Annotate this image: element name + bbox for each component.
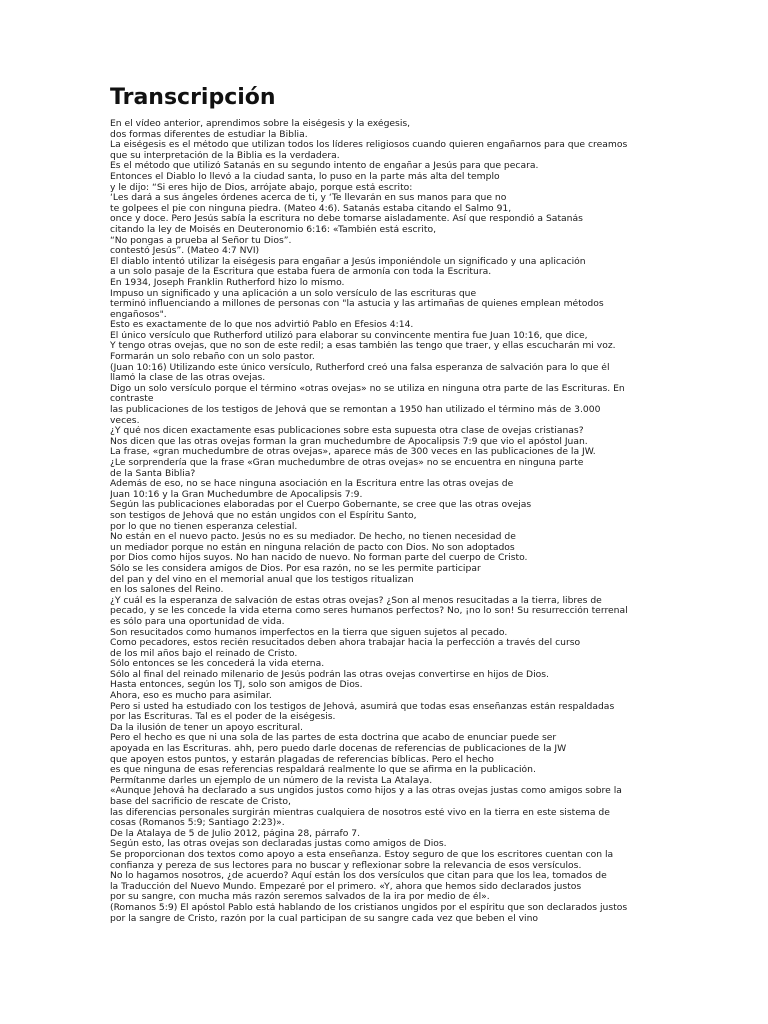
text-line: La frase, «gran muchedumbre de otras ovejas», aparece más de 300 veces en las publicaciones de la JW. <box>110 447 596 458</box>
text-line: llamó la clase de las otras ovejas. <box>110 373 266 384</box>
text-line: las publicaciones de los testigos de Jehová que se remontan a 1950 han utilizado el término más de 3.000 <box>110 405 601 416</box>
text-line: Pero el hecho es que ni una sola de las partes de esta doctrina que acabo de enunciar puede ser <box>110 733 557 744</box>
text-line: por su sangre, con mucha más razón seremos salvados de la ira por medio de él». <box>110 892 490 903</box>
text-line: (Romanos 5:9) El apóstol Pablo está hablando de los cristianos ungidos por el espíritu que son declarados justos <box>110 902 628 913</box>
text-line: Según esto, las otras ovejas son declaradas justas como amigos de Dios. <box>110 839 447 850</box>
text-line: Impuso un significado y una aplicación a un solo versículo de las escrituras que <box>110 288 477 299</box>
text-line: Entonces el Diablo lo llevó a la ciudad santa, lo puso en la parte más alta del templo <box>110 171 500 182</box>
text-line: Se proporcionan dos textos como apoyo a esta enseñanza. Estoy seguro de que los escritores cuentan con la <box>110 849 614 860</box>
text-line: ‘Les dará a sus ángeles órdenes acerca de ti, y ‘Te llevarán en sus manos para que no <box>110 193 507 204</box>
text-line: «Aunque Jehová ha declarado a sus ungidos justos como hijos y a las otras ovejas justas como amigos sobre la <box>110 786 622 797</box>
text-line: La eiségesis es el método que utilizan todos los líderes religiosos cuando quieren engañarnos para que creamos <box>110 140 628 151</box>
text-line: dos formas diferentes de estudiar la Biblia. <box>110 129 308 140</box>
text-line: contraste <box>110 394 154 405</box>
text-line: por lo que no tienen esperanza celestial. <box>110 521 298 532</box>
text-line: Digo un solo versículo porque el término «otras ovejas» no se utiliza en ninguna otra parte de las Escrituras. En <box>110 383 625 394</box>
text-line: pecado, y se les concede la vida eterna como seres humanos perfectos? No, ¡no lo son! Su resurrección terrenal <box>110 606 628 617</box>
text-line: Y tengo otras ovejas, que no son de este redil; a esas también las tengo que traer, y ellas escucharán mi voz. <box>110 341 616 352</box>
text-line: de la Santa Biblia? <box>110 468 196 479</box>
text-line: El diablo intentó utilizar la eiségesis para engañar a Jesús imponiéndole un significado y una aplicación <box>110 256 586 267</box>
text-line: Según las publicaciones elaboradas por el Cuerpo Gobernante, se cree que las otras ovejas <box>110 500 532 511</box>
text-line: las diferencias personales surgirán mientras cualquiera de nosotros esté vivo en la tierra en este sistema de <box>110 807 610 818</box>
text-line: Hasta entonces, según los TJ, solo son amigos de Dios. <box>110 680 363 691</box>
text-line: “No pongas a prueba al Señor tu Dios”. <box>110 235 292 246</box>
text-line: citando la ley de Moisés en Deuteronomio 6:16: «También está escrito, <box>110 224 437 235</box>
text-line: apoyada en las Escrituras. ahh, pero puedo darle docenas de referencias de publicaciones de la JW <box>110 744 567 755</box>
text-line: No están en el nuevo pacto. Jesús no es su mediador. De hecho, no tienen necesidad de <box>110 532 516 543</box>
text-line: en los salones del Reino. <box>110 585 224 596</box>
text-line: son testigos de Jehová que no están ungidos con el Espíritu Santo, <box>110 510 417 521</box>
text-line: del pan y del vino en el memorial anual que los testigos ritualizan <box>110 574 414 585</box>
text-line: Pero si usted ha estudiado con los testigos de Jehová, asumirá que todas esas enseñanzas están respaldadas <box>110 701 615 712</box>
text-line: ¿Le sorprendería que la frase «Gran muchedumbre de otras ovejas» no se encuentra en ninguna parte <box>110 458 584 468</box>
text-line: Juan 10:16 y la Gran Muchedumbre de Apocalipsis 7:9. <box>110 489 363 500</box>
text-line: Sólo al final del reinado milenario de Jesús podrán las otras ovejas convertirse en hijos de Dios. <box>110 669 549 680</box>
text-line: Nos dicen que las otras ovejas forman la gran muchedumbre de Apocalipsis 7:9 que vio el apóstol Juan. <box>110 436 588 447</box>
text-line: la Traducción del Nuevo Mundo. Empezaré por el primero. «Y, ahora que hemos sido declarados justos <box>110 881 582 892</box>
text-line: por Dios como hijos suyos. No han nacido de nuevo. No forman parte del cuerpo de Cristo. <box>110 553 528 564</box>
text-line: En el vídeo anterior, aprendimos sobre la eiségesis y la exégesis, <box>110 119 411 129</box>
text-line: Ahora, eso es mucho para asimilar. <box>110 691 272 702</box>
text-line: cosas (Romanos 5:9; Santiago 2:23)». <box>110 818 285 829</box>
text-line: Sólo entonces se les concederá la vida eterna. <box>110 659 325 670</box>
text-line: contestó Jesús”. (Mateo 4:7 NVI) <box>110 246 260 257</box>
text-line: base del sacrificio de rescate de Cristo, <box>110 797 291 807</box>
text-line: No lo hagamos nosotros, ¿de acuerdo? Aquí están los dos versículos que citan para que los lea, tomados de <box>110 871 607 882</box>
text-line: veces. <box>110 415 140 426</box>
text-line: once y doce. Pero Jesús sabía la escritura no debe tomarse aisladamente. Así que respondió a Satanás <box>110 214 583 225</box>
text-line: un mediador porque no están en ninguna relación de pacto con Dios. No son adoptados <box>110 542 515 553</box>
text-line: es que ninguna de esas referencias respaldará realmente lo que se afirma en la publicación. <box>110 765 536 776</box>
text-line: (Juan 10:16) Utilizando este único versículo, Rutherford creó una falsa esperanza de salvación para lo que él <box>110 362 610 373</box>
text-line: Da la ilusión de tener un apoyo escritural. <box>110 722 303 733</box>
text-line: es sólo para una oportunidad de vida. <box>110 616 285 627</box>
text-line: Formarán un solo rebaño con un solo pastor. <box>110 352 315 363</box>
text-line: Además de eso, no se hace ninguna asociación en la Escritura entre las otras ovejas de <box>110 479 514 490</box>
document-body <box>110 119 655 924</box>
text-line: engañosos". <box>110 309 167 320</box>
text-line: El único versículo que Rutherford utilizó para elaborar su convincente mentira fue Juan 10:16, que dice, <box>110 330 588 341</box>
text-line: por la sangre de Cristo, razón por la cual participan de su sangre cada vez que beben el vino <box>110 913 539 924</box>
text-line: te golpees el pie con ninguna piedra. (Mateo 4:6). Satanás estaba citando el Salmo 91, <box>110 203 512 214</box>
text-line: de los mil años bajo el reinado de Cristo. <box>110 648 298 659</box>
text-line: y le dijo: “Si eres hijo de Dios, arrójate abajo, porque está escrito: <box>110 182 413 193</box>
text-line: De la Atalaya de 5 de Julio 2012, página 28, párrafo 7. <box>110 828 361 839</box>
text-line: Sólo se les considera amigos de Dios. Por esa razón, no se les permite participar <box>110 563 481 574</box>
text-line: Es el método que utilizó Satanás en su segundo intento de engañar a Jesús para que pecara. <box>110 161 539 172</box>
text-line: por las Escrituras. Tal es el poder de la eiségesis. <box>110 712 336 723</box>
text-line: a un solo pasaje de la Escritura que estaba fuera de armonía con toda la Escritura. <box>110 267 492 278</box>
text-line: ¿Y cuál es la esperanza de salvación de estas otras ovejas? ¿Son al menos resucitadas a la tierra, libres de <box>110 595 602 606</box>
text-line: Esto es exactamente de lo que nos advirtió Pablo en Efesios 4:14. <box>110 320 414 331</box>
text-line: confianza y pereza de sus lectores para no buscar y reflexionar sobre la relevancia de esos versículos. <box>110 860 582 871</box>
text-line: Son resucitados como humanos imperfectos en la tierra que siguen sujetos al pecado. <box>110 627 508 638</box>
text-line: que su interpretación de la Biblia es la verdadera. <box>110 150 340 161</box>
text-line: terminó influenciando a millones de personas con "la astucia y las artimañas de quienes emplean métodos <box>110 299 604 310</box>
text-line: ¿Y qué nos dicen exactamente esas publicaciones sobre esta supuesta otra clase de ovejas cristianas? <box>110 426 584 437</box>
text-line: que apoyen estos puntos, y estarán plagadas de referencias bíblicas. Pero el hecho <box>110 754 494 765</box>
text-line: En 1934, Joseph Franklin Rutherford hizo lo mismo. <box>110 277 345 288</box>
document-title: Transcripción <box>110 85 276 110</box>
text-line: Permítanme darles un ejemplo de un número de la revista La Atalaya. <box>110 775 433 786</box>
text-line: Como pecadores, estos recién resucitados deben ahora trabajar hacia la perfección a través del curso <box>110 638 581 649</box>
